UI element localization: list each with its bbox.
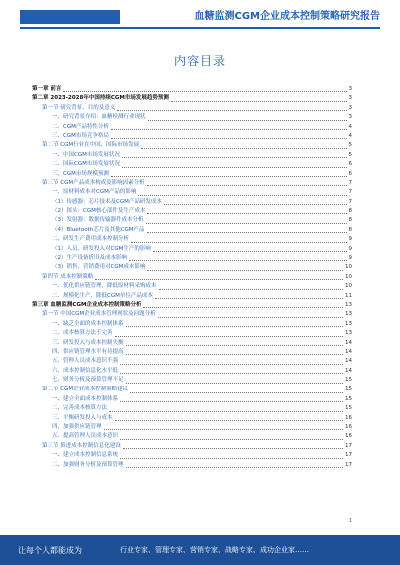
footer-tagline: 行业专家、管理专家、营销专家、战略专家、成功企业家…… [120, 546, 309, 554]
toc-leader-dots [148, 119, 347, 121]
page-number: 1 [348, 518, 352, 524]
toc-leader-dots [129, 259, 346, 261]
toc-leader-dots [111, 137, 347, 139]
toc-entry-title: 二、CGM产品特性分析 [52, 123, 109, 130]
toc-leader-dots [115, 335, 343, 337]
toc-entry-title: （4）Bluetooth芯片及其他CGM产品 [52, 226, 145, 233]
page-footer [0, 535, 400, 565]
toc-entry[interactable] [32, 423, 352, 432]
toc-entry-title: 第三节 推进成本控制信息化建设 [42, 442, 121, 449]
toc-entry-title: （1）人员、研发投入对CGM生产的影响 [52, 245, 151, 252]
toc-entry-title: 二、研发生产费用成本控制分析 [52, 236, 130, 243]
toc-entry[interactable] [32, 442, 352, 451]
toc-entry[interactable] [32, 132, 352, 141]
toc-entry[interactable] [32, 386, 352, 395]
toc-entry-title: 第二章 2023-2028年中国持续CGM市场发展趋势预测 [32, 95, 169, 102]
toc-leader-dots [153, 250, 347, 252]
toc-entry-title: 七、财务分析及预算管理不足 [52, 377, 124, 384]
toc-entry-page: 13 [345, 311, 352, 318]
toc-entry-page: 3 [348, 85, 352, 92]
toc-entry-title: 第一节 中国CGM企业成本管理现状及问题分析 [42, 311, 156, 318]
toc-entry-page: 3 [348, 114, 352, 121]
toc-leader-dots [111, 175, 347, 177]
toc-entry-title: 一、建立全面成本控制体系 [52, 395, 119, 402]
toc-entry-page: 13 [345, 330, 352, 337]
toc-entry[interactable] [32, 94, 352, 103]
toc-leader-dots [147, 212, 346, 214]
toc-entry-title: 五、提高管理人员成本意识 [52, 433, 119, 440]
toc-entry[interactable] [32, 170, 352, 179]
toc-entry-title: 第三章 血糖监测CGM企业成本控制策略分析 [32, 301, 142, 308]
toc-entry[interactable] [32, 263, 352, 272]
toc-entry-title: 第一节 研究背景、目的及意义 [42, 104, 116, 111]
toc-entry[interactable] [32, 113, 352, 122]
toc-leader-dots [120, 363, 343, 365]
toc-entry-page: 17 [345, 461, 352, 468]
toc-entry[interactable] [32, 226, 352, 235]
toc-entry-title: 三、研发投入与成本控制失衡 [52, 339, 124, 346]
toc-leader-dots [143, 306, 343, 308]
report-title: 血糖监测CGM企业成本控制策略研究报告 [194, 11, 380, 22]
toc-entry-page: 15 [345, 377, 352, 384]
toc-leader-dots [141, 147, 346, 149]
toc-entry-page: 15 [345, 405, 352, 412]
toc-entry-title: 六、成本控制信息化水平低 [52, 367, 119, 374]
toc-entry-title: （3）发射器：数据传输器件成本分析 [52, 217, 144, 224]
toc-entry-page: 16 [345, 433, 352, 440]
toc-leader-dots [138, 194, 346, 196]
toc-entry-title: 二、加强财务分析及预算管理 [52, 461, 124, 468]
toc-leader-dots [120, 438, 343, 440]
toc-entry-page: 14 [345, 358, 352, 365]
toc-leader-dots [120, 372, 343, 374]
toc-entry-page: 13 [345, 301, 352, 308]
toc-entry-title: 一、研究背景介绍：血糖检测行业现状 [52, 114, 146, 121]
toc-entry-page: 11 [345, 292, 352, 299]
toc-entry-title: 二、规模化生产，降低CGM单位产品成本 [52, 292, 153, 299]
toc-leader-dots [171, 100, 347, 102]
toc-entry-page: 6 [348, 170, 352, 177]
toc-entry[interactable] [32, 414, 352, 423]
toc-entry[interactable] [32, 292, 352, 301]
toc-leader-dots [126, 325, 343, 327]
toc-entry-title: 一、优化供应链管理，降低原材料采购成本 [52, 283, 157, 290]
toc-entry[interactable] [32, 273, 352, 282]
toc-entry-page: 3 [348, 95, 352, 102]
toc-entry[interactable] [32, 85, 352, 94]
toc-entry-title: 一、建立成本控制信息系统 [52, 452, 119, 459]
toc-entry-title: 三、CGM市场规模预测 [52, 170, 109, 177]
toc-entry-title: 二、国际CGM市场发展状况 [52, 161, 120, 168]
toc-leader-dots [109, 410, 343, 412]
toc-leader-dots [111, 128, 347, 130]
page-header [0, 0, 400, 28]
toc-leader-dots [63, 90, 346, 92]
toc-leader-dots [147, 269, 343, 271]
toc-entry[interactable] [32, 329, 352, 338]
footer-slogan: 让每个人都能成为 [18, 546, 82, 555]
toc-entry-page: 8 [348, 226, 352, 233]
toc-entry[interactable] [32, 357, 352, 366]
toc-entry[interactable] [32, 235, 352, 244]
toc-leader-dots [131, 241, 346, 243]
toc-leader-dots [126, 353, 343, 355]
toc-entry-page: 7 [348, 179, 352, 186]
toc-entry[interactable] [32, 310, 352, 319]
toc-leader-dots [123, 447, 343, 449]
toc-entry-title: （2）探头：CGM核心部件及生产成本 [52, 208, 146, 215]
toc-entry[interactable] [32, 198, 352, 207]
toc-entry[interactable] [32, 432, 352, 441]
toc-entry-page: 14 [345, 367, 352, 374]
toc-entry-title: 二、完善成本核算方法 [52, 405, 108, 412]
toc-entry-title: 第一章 前言 [32, 85, 62, 92]
toc-leader-dots [147, 231, 347, 233]
toc-leader-dots [104, 428, 343, 430]
toc-entry[interactable] [32, 245, 352, 254]
toc-entry-title: 第四节 成本控制策略 [42, 273, 94, 280]
toc-entry[interactable] [32, 254, 352, 263]
toc-leader-dots [126, 344, 343, 346]
toc-entry-title: （1）传感器：芯片技术及CGM产品研发成本 [52, 198, 162, 205]
toc-heading: 内容目录 [173, 54, 226, 68]
toc-entry-page: 6 [348, 161, 352, 168]
toc-leader-dots [115, 419, 343, 421]
toc-entry[interactable] [32, 104, 352, 113]
toc-entry-title: 四、供应链管理水平有待提高 [52, 348, 124, 355]
toc-entry[interactable] [32, 367, 352, 376]
toc-leader-dots [126, 466, 343, 468]
toc-entry-page: 9 [348, 255, 352, 262]
toc-entry-title: 五、管理人员成本意识不强 [52, 358, 119, 365]
toc-entry-page: 10 [345, 283, 352, 290]
toc-entry-title: 第二节 CGM行业在中国、国际市场发展 [42, 142, 140, 149]
toc-leader-dots [117, 109, 346, 111]
toc-entry-title: 一、缺乏全面的成本控制体系 [52, 320, 124, 327]
toc-entry-title: 三、平衡研发投入与成本 [52, 414, 113, 421]
toc-entry[interactable] [32, 151, 352, 160]
toc-entry[interactable] [32, 348, 352, 357]
toc-entry-title: 第三节 CGM产品成本构成及影响因素分析 [42, 179, 145, 186]
toc-entry-page: 13 [345, 320, 352, 327]
toc-entry-page: 7 [348, 189, 352, 196]
toc-leader-dots [159, 288, 343, 290]
toc-entry[interactable] [32, 395, 352, 404]
toc-entry-page: 3 [348, 104, 352, 111]
toc-entry-page: 5 [348, 151, 352, 158]
toc-entry-page: 8 [348, 217, 352, 224]
toc-leader-dots [122, 166, 347, 168]
toc-entry[interactable] [32, 404, 352, 413]
toc-entry-page: 9 [348, 236, 352, 243]
toc-entry-page: 8 [348, 208, 352, 215]
toc-entry[interactable] [32, 461, 352, 470]
toc-entry[interactable] [32, 179, 352, 188]
toc-entry-title: 三、CGM市场竞争格局 [52, 132, 109, 139]
toc-entry[interactable] [32, 160, 352, 169]
toc-entry-page: 16 [345, 424, 352, 431]
toc-entry-page: 4 [348, 123, 352, 130]
toc-entry-page: 10 [345, 273, 352, 280]
toc-entry-page: 15 [345, 386, 352, 393]
toc-entry-title: 一、原材料成本对CGM产品的影响 [52, 189, 137, 196]
toc-entry-page: 10 [345, 264, 352, 271]
table-of-contents [32, 85, 352, 470]
toc-entry-title: 第二节 CGM企业成本控制策略建议 [42, 386, 129, 393]
toc-leader-dots [146, 222, 347, 224]
toc-entry[interactable] [32, 339, 352, 348]
toc-leader-dots [120, 400, 343, 402]
toc-entry-title: （2）生产设备折旧及成本影响 [52, 255, 128, 262]
toc-entry-page: 17 [345, 452, 352, 459]
toc-leader-dots [120, 457, 343, 459]
header-decor-band [20, 10, 120, 24]
toc-entry[interactable] [32, 216, 352, 225]
toc-entry[interactable] [32, 320, 352, 329]
toc-entry-page: 16 [345, 414, 352, 421]
toc-entry-page: 7 [348, 198, 352, 205]
toc-entry[interactable] [32, 141, 352, 150]
toc-entry-page: 9 [348, 245, 352, 252]
toc-leader-dots [158, 316, 343, 318]
toc-entry[interactable] [32, 188, 352, 197]
toc-leader-dots [130, 391, 343, 393]
header-divider [20, 27, 380, 29]
toc-entry-page: 14 [345, 348, 352, 355]
toc-entry[interactable] [32, 301, 352, 310]
toc-leader-dots [147, 184, 347, 186]
toc-leader-dots [164, 203, 347, 205]
toc-entry[interactable] [32, 451, 352, 460]
toc-entry[interactable] [32, 282, 352, 291]
toc-entry[interactable] [32, 207, 352, 216]
toc-entry-page: 17 [345, 442, 352, 449]
toc-entry[interactable] [32, 376, 352, 385]
toc-leader-dots [155, 297, 343, 299]
toc-entry-title: 一、中国CGM市场发展状况 [52, 151, 120, 158]
toc-leader-dots [126, 382, 343, 384]
toc-entry-page: 15 [345, 395, 352, 402]
toc-entry-title: 四、加强供应链管理 [52, 424, 102, 431]
toc-entry-title: 二、成本核算方法不完善 [52, 330, 113, 337]
toc-entry[interactable] [32, 123, 352, 132]
toc-entry-page: 5 [348, 142, 352, 149]
toc-entry-title: （3）销售、营销费用对CGM成本影响 [52, 264, 146, 271]
toc-leader-dots [95, 278, 343, 280]
toc-leader-dots [122, 156, 347, 158]
toc-entry-page: 14 [345, 339, 352, 346]
toc-entry-page: 4 [348, 132, 352, 139]
